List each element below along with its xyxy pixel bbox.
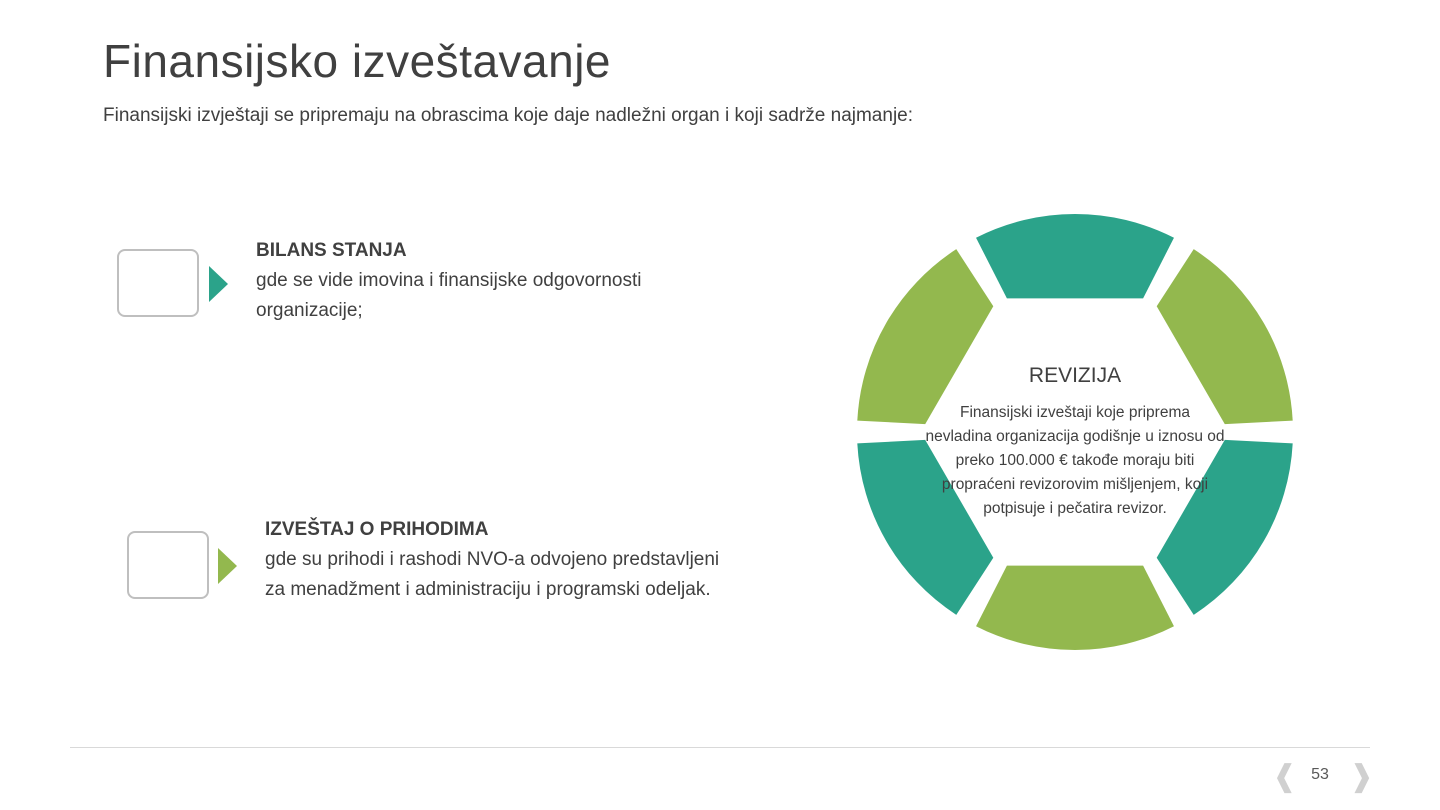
arrow-right-icon [209,266,228,302]
izvestaj-o-prihodima-text [265,515,735,605]
slide-title: Finansijsko izveštavanje [103,35,612,87]
footer-divider [70,747,1370,748]
cycle-title: REVIZIJA [1028,364,1122,387]
arrow-right-icon [218,548,237,584]
item-description: gde se vide imovina i finansijske odgovornosti organizacije; [256,270,642,321]
slide-subtitle: Finansijski izvještaji se pripremaju na obrascima koje daje nadležni organ i koji sadrže najmanje: [103,105,914,126]
next-slide-icon[interactable]: ❱ [1349,760,1375,793]
cycle-segment-upper-right [1157,249,1293,424]
page-number: 53 [1311,766,1329,783]
prev-slide-icon[interactable]: ❰ [1272,760,1298,793]
item-heading: BILANS STANJA [256,240,407,261]
item-heading: IZVEŠTAJ O PRIHODIMA [265,519,489,540]
placeholder-box-icon [117,249,199,317]
cycle-segment-top [976,214,1174,298]
cycle-segment-upper-left [857,249,993,424]
placeholder-box-icon [127,531,209,599]
cycle-segment-bottom [976,566,1174,650]
cycle-description: Finansijski izveštaji koje priprema nevladina organizacija godišnje u iznosu od preko 100.000 € takođe moraju biti propraćeni revizorovim mišljenjem, koji potpisuje i pečatira revizor. [925,404,1225,517]
bilans-stanja-text [256,236,726,326]
item-description: gde su prihodi i rashodi NVO-a odvojeno predstavljeni za menadžment i administraciju i programski odeljak. [265,549,720,600]
